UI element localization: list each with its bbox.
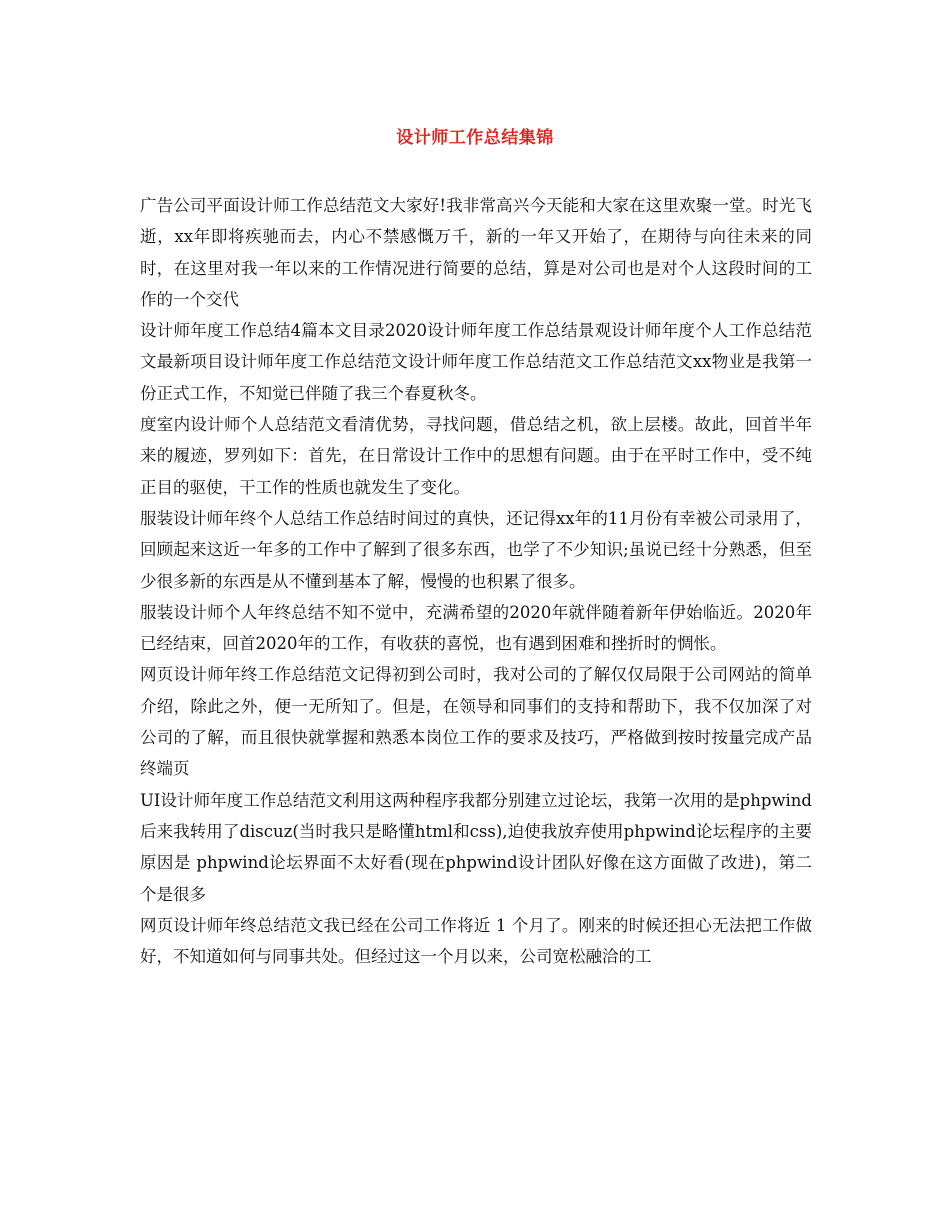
paragraph: 广告公司平面设计师工作总结范文大家好!我非常高兴今天能和大家在这里欢聚一堂。时光飞逝，xx年即将疾驰而去，内心不禁感慨万千，新的一年又开始了，在期待与向往未来的同时，在这里对我一年以来的工作情况进行简要的总结，算是对公司也是对个人这段时间的工作的一个交代 bbox=[140, 196, 812, 309]
document-body bbox=[140, 190, 812, 972]
paragraph: 设计师年度工作总结4篇本文目录2020设计师年度工作总结景观设计师年度个人工作总结范文最新项目设计师年度工作总结范文设计师年度工作总结范文工作总结范文xx物业是我第一份正式工作，不知觉已伴随了我三个春夏秋冬。 bbox=[140, 321, 812, 403]
paragraph: 服装设计师年终个人总结工作总结时间过的真快，还记得xx年的11月份有幸被公司录用了，回顾起来这近一年多的工作中了解到了很多东西，也学了不少知识;虽说已经十分熟悉，但至少很多新的东西是从不懂到基本了解，慢慢的也积累了很多。 bbox=[140, 508, 812, 591]
paragraph: 服装设计师个人年终总结不知不觉中，充满希望的2020年就伴随着新年伊始临近。2020年已经结束，回首2020年的工作，有收获的喜悦，也有遇到困难和挫折时的惆怅。 bbox=[140, 602, 812, 654]
paragraph: UI设计师年度工作总结范文利用这两种程序我都分别建立过论坛，我第一次用的是phpwind 后来我转用了discuz(当时我只是略懂html和css),迫使我放弃使用phpwind论坛程序的主要原因是 phpwind论坛界面不太好看(现在phpwind设计团队好像在这方面做了改进)，第二个是很多 bbox=[140, 790, 812, 904]
paragraph: 网页设计师年终总结范文我已经在公司工作将近 1 个月了。刚来的时候还担心无法把工作做好，不知道如何与同事共处。但经过这一个月以来，公司宽松融洽的工 bbox=[140, 915, 812, 967]
document-title: 设计师工作总结集锦 bbox=[396, 128, 554, 148]
paragraph: 网页设计师年终工作总结范文记得初到公司时，我对公司的了解仅仅局限于公司网站的简单介绍，除此之外，便一无所知了。但是，在领导和同事们的支持和帮助下，我不仅加深了对公司的了解，而且很快就掌握和熟悉本岗位工作的要求及技巧，严格做到按时按量完成产品终端页 bbox=[140, 665, 812, 779]
paragraph: 度室内设计师个人总结范文看清优势，寻找问题，借总结之机，欲上层楼。故此，回首半年来的履迹，罗列如下：首先，在日常设计工作中的思想有问题。由于在平时工作中，受不纯正目的驱使，干工作的性质也就发生了变化。 bbox=[140, 415, 812, 497]
